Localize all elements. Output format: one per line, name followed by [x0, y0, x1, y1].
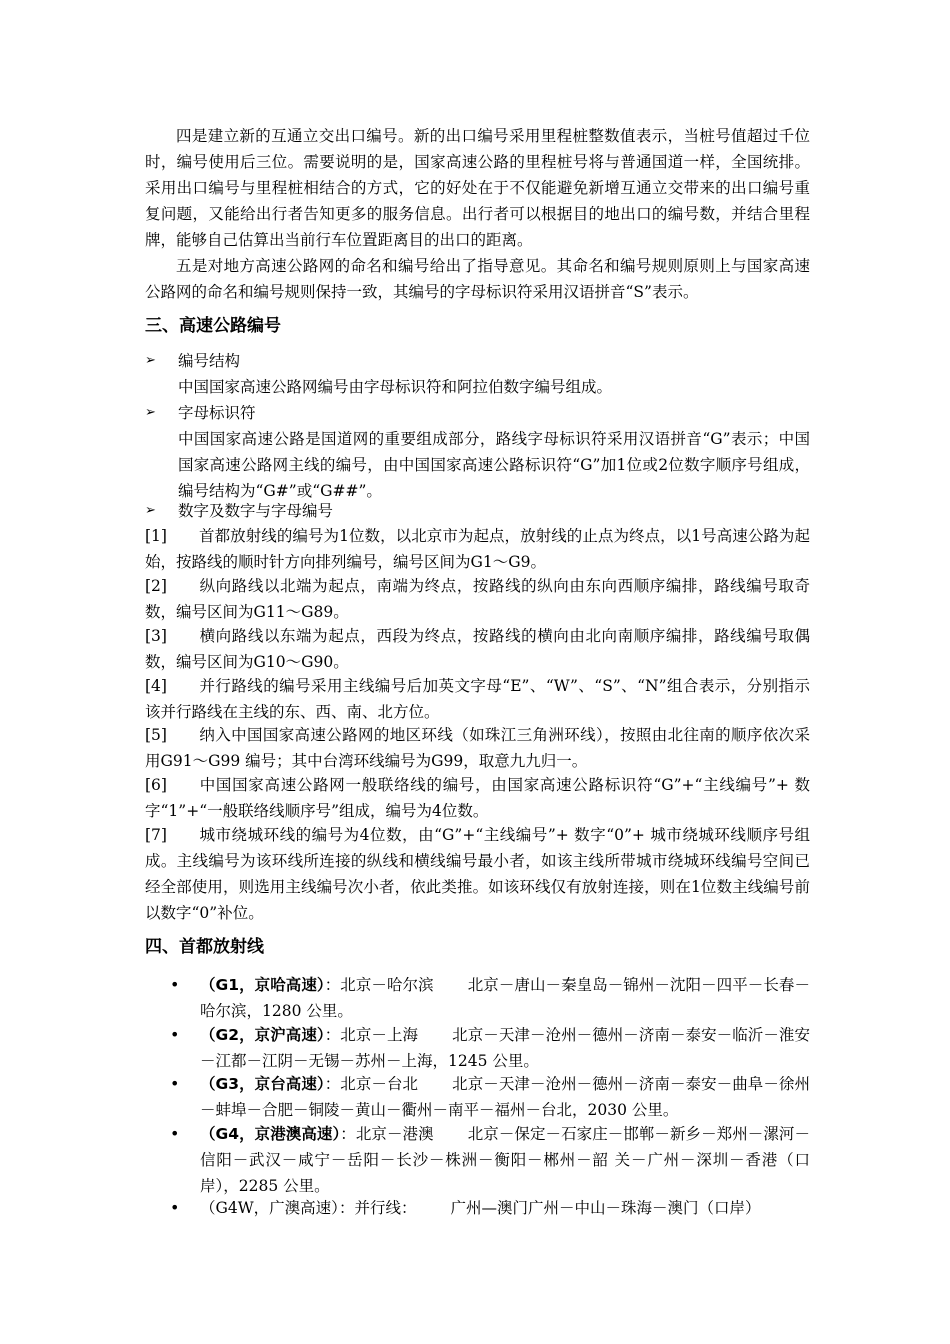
arrow-bullet-icon: ➢	[145, 353, 156, 368]
bullet-title: 字母标识符	[178, 404, 256, 422]
route-entry: （G2，京沪高速）：北京－上海 北京－天津－沧州－德州－济南－泰安－临沂－淮安－江都－江阴－无锡－苏州－上海，1245 公里。	[200, 1026, 810, 1070]
section-heading-radial-lines: 四、首都放射线	[145, 937, 264, 957]
list-item: [2] 纵向路线以北端为起点，南端为终点，按路线的纵向由东向西顺序编排，路线编号取奇数，编号区间为G11～G89。	[145, 577, 810, 621]
bullet-body: 中国国家高速公路是国道网的重要组成部分，路线字母标识符采用汉语拼音“G”表示；中国国家高速公路网主线的编号，由中国国家高速公路标识符“G”加1位或2位数字顺序号组成，编号结构为“G#”或“G##”。	[178, 430, 810, 500]
list-item: [4] 并行路线的编号采用主线编号后加英文字母“E”、“W”、“S”、“N”组合表示，分别指示该并行路线在主线的东、西、南、北方位。	[145, 677, 810, 721]
arrow-bullet-icon: ➢	[145, 503, 156, 518]
list-item: [5] 纳入中国国家高速公路网的地区环线（如珠江三角洲环线），按照由北往南的顺序依次采用G91～G99 编号；其中台湾环线编号为G99，取意九九归一。	[145, 726, 810, 770]
dot-bullet-icon: •	[170, 1198, 180, 1217]
bullet-body: 中国国家高速公路网编号由字母标识符和阿拉伯数字编号组成。	[178, 378, 613, 396]
list-item: [7] 城市绕城环线的编号为4位数，由“G”+“主线编号”+ 数字“0”+ 城市绕城环线顺序号组成。主线编号为该环线所连接的纵线和横线编号最小者，如该主线所带城市绕城环线编号空间已经全部使用，则选用主线编号次小者，依此类推。如该环线仅有放射连接，则在1位数主线编号前以数字“0”补位。	[145, 826, 810, 922]
list-item: [6] 中国国家高速公路网一般联络线的编号，由国家高速公路标识符“G”+“主线编号”+ 数字“1”+“一般联络线顺序号”组成，编号为4位数。	[145, 776, 810, 820]
arrow-bullet-icon: ➢	[145, 405, 156, 420]
route-entry: （G1，京哈高速）：北京－哈尔滨 北京－唐山－秦皇岛－锦州－沈阳－四平－长春－哈尔滨，1280 公里。	[200, 976, 810, 1020]
dot-bullet-icon: •	[170, 1074, 180, 1093]
route-entry: （G4，京港澳高速）：北京－港澳 北京－保定－石家庄－邯郸－新乡－郑州－漯河－信阳－武汉－咸宁－岳阳－长沙－株洲－衡阳－郴州－韶 关－广州－深圳－香港（口岸），2285 公里。	[200, 1125, 810, 1195]
paragraph-local-network: 五是对地方高速公路网的命名和编号给出了指导意见。其命名和编号规则原则上与国家高速公路网的命名和编号规则保持一致，其编号的字母标识符采用汉语拼音“S”表示。	[145, 257, 810, 301]
route-entry: （G4W，广澳高速）：并行线： 广州—澳门广州－中山－珠海－澳门（口岸）	[200, 1199, 761, 1217]
list-item: [3] 横向路线以东端为起点，西段为终点，按路线的横向由北向南顺序编排，路线编号取偶数，编号区间为G10～G90。	[145, 627, 810, 671]
route-entry: （G3，京台高速）：北京－台北 北京－天津－沧州－德州－济南－泰安－曲阜－徐州－蚌埠－合肥－铜陵－黄山－衢州－南平－福州－台北，2030 公里。	[200, 1075, 810, 1119]
section-heading-numbering: 三、高速公路编号	[145, 316, 281, 336]
dot-bullet-icon: •	[170, 975, 180, 994]
list-item: [1] 首都放射线的编号为1位数，以北京市为起点，放射线的止点为终点，以1号高速公路为起始，按路线的顺时针方向排列编号，编号区间为G1～G9。	[145, 527, 810, 571]
dot-bullet-icon: •	[170, 1025, 180, 1044]
dot-bullet-icon: •	[170, 1124, 180, 1143]
paragraph-exit-numbering: 四是建立新的互通立交出口编号。新的出口编号采用里程桩整数值表示，当桩号值超过千位时，编号使用后三位。需要说明的是，国家高速公路的里程桩号将与普通国道一样，全国统排。采用出口编号与里程桩相结合的方式，它的好处在于不仅能避免新增互通立交带来的出口编号重复问题，又能给出行者告知更多的服务信息。出行者可以根据目的地出口的编号数，并结合里程牌，能够自己估算出当前行车位置距离目的出口的距离。	[145, 127, 810, 249]
bullet-title: 编号结构	[178, 352, 241, 370]
bullet-title: 数字及数字与字母编号	[178, 502, 334, 520]
